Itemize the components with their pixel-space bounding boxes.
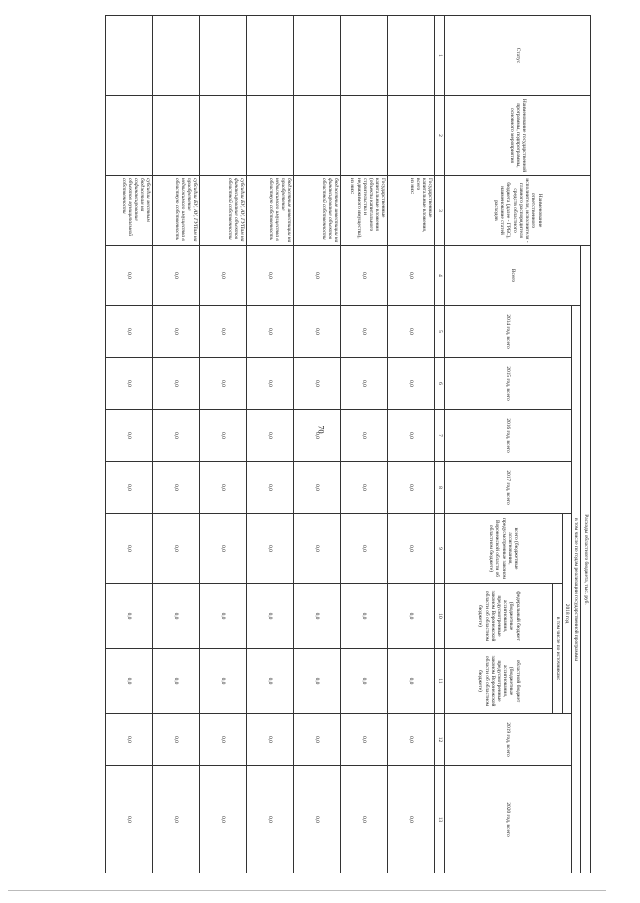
value-cell: 0,0 (106, 714, 153, 766)
value-cell: 0,0 (294, 649, 341, 714)
header-regional: областной бюджет (бюджетные ассигнования, предусмотренные законом Воронежской области об областном бюджете) (445, 649, 553, 714)
value-cell: 0,0 (247, 584, 294, 649)
header-program-name: Наименование государственной программы, подпрограммы, основного мероприятия (445, 96, 591, 176)
value-cell: 0,0 (341, 246, 388, 306)
value-cell: 0,0 (341, 358, 388, 410)
header-federal: федеральный бюджет (бюджетные ассигнования, предусмотренные законом Воронежской области об областном бюджете) (445, 584, 553, 649)
value-cell: 0,0 (294, 462, 341, 514)
column-number-cell: 5 (435, 306, 445, 358)
scan-edge-line (8, 890, 606, 891)
value-cell: 0,0 (200, 246, 247, 306)
value-cell: 0,0 (106, 766, 153, 874)
value-cell: 0,0 (153, 766, 200, 874)
value-cell: 0,0 (106, 358, 153, 410)
value-cell: 0,0 (388, 358, 435, 410)
expense-item-name: Государственные капитальные вложения (объекты капитального строительства и недвижимого имущества), из них: (349, 178, 387, 239)
value-cell: 0,0 (106, 514, 153, 584)
value-cell: 0,0 (294, 246, 341, 306)
header-2018: 2018 год (562, 514, 571, 714)
column-number-cell: 7 (435, 410, 445, 462)
column-number-cell: 10 (435, 584, 445, 649)
table-row (106, 16, 153, 874)
value-cell: 0,0 (294, 514, 341, 584)
value-cell: 0,0 (341, 649, 388, 714)
value-cell: 0,0 (341, 514, 388, 584)
expense-item-cell (200, 176, 247, 246)
value-cell: 0,0 (106, 306, 153, 358)
value-cell: 0,0 (106, 462, 153, 514)
value-cell: 0,0 (294, 410, 341, 462)
expenses-table (105, 15, 591, 873)
status-cell (388, 16, 435, 96)
value-cell: 0,0 (341, 766, 388, 874)
expense-item-name: субсидии БУ, АУ, ГУПам на приобретение недвижимого имущества в областную собственность (173, 178, 199, 242)
status-cell (294, 16, 341, 96)
value-cell: 0,0 (294, 358, 341, 410)
value-cell: 0,0 (388, 714, 435, 766)
header-by-years: в том числе по годам реализации государственной программы (571, 306, 580, 874)
value-cell: 0,0 (200, 358, 247, 410)
value-cell: 0,0 (341, 306, 388, 358)
value-cell: 0,0 (247, 410, 294, 462)
value-cell: 0,0 (153, 714, 200, 766)
header-status: Статус (445, 16, 591, 96)
value-cell: 0,0 (294, 584, 341, 649)
header-2016: 2016 год, всего (445, 410, 571, 462)
program-name-cell (294, 96, 341, 176)
expenses-table-wrapper (48, 15, 591, 873)
expense-item-cell (106, 176, 153, 246)
value-cell: 0,0 (153, 649, 200, 714)
page-number: 70 (316, 425, 326, 434)
value-cell: 0,0 (200, 714, 247, 766)
status-cell (341, 16, 388, 96)
value-cell: 0,0 (247, 714, 294, 766)
column-number-cell: 9 (435, 514, 445, 584)
expense-item-cell (388, 176, 435, 246)
value-cell: 0,0 (294, 306, 341, 358)
value-cell: 0,0 (388, 584, 435, 649)
header-2017: 2017 год, всего (445, 462, 571, 514)
program-name-cell (106, 96, 153, 176)
expense-item-name: бюджетные инвестиции на приобретение недвижимого имущества в областную собственность (267, 178, 293, 243)
header-2015: 2015 год, всего (445, 358, 571, 410)
header-total: Всего (445, 246, 581, 306)
table-row (388, 16, 435, 874)
header-by-sources: в том числе по источникам: (553, 584, 562, 714)
column-number-cell: 12 (435, 714, 445, 766)
expense-item-name: Государственные капитальные вложения, всего (414, 178, 434, 233)
value-cell: 0,0 (341, 714, 388, 766)
value-cell: 0,0 (247, 462, 294, 514)
value-cell: 0,0 (200, 649, 247, 714)
value-cell: 0,0 (153, 410, 200, 462)
status-cell (153, 16, 200, 96)
expense-item-name: субсидии БУ, АУ, ГУПам на финансирование объектов областной собственности (226, 178, 246, 242)
value-cell: 0,0 (200, 306, 247, 358)
value-cell: 0,0 (106, 584, 153, 649)
value-cell: 0,0 (388, 306, 435, 358)
header-2019: 2019 год, всего (445, 714, 571, 766)
value-cell: 0,0 (388, 514, 435, 584)
value-cell: 0,0 (153, 358, 200, 410)
value-cell: 0,0 (106, 410, 153, 462)
program-name-cell (200, 96, 247, 176)
table-body (106, 16, 435, 874)
column-number-cell: 1 (435, 16, 445, 96)
value-cell: 0,0 (388, 766, 435, 874)
value-cell: 0,0 (200, 514, 247, 584)
program-name-cell (247, 96, 294, 176)
value-cell: 0,0 (341, 584, 388, 649)
rotated-page (48, 15, 591, 873)
expense-item-name: субсидии местным бюджетам на софинансирование объектов муниципальной собственности (120, 178, 152, 236)
header-2014: 2014 год, всего (445, 306, 571, 358)
table-row (341, 16, 388, 874)
expense-item-cell (153, 176, 200, 246)
value-cell: 0,0 (106, 649, 153, 714)
value-cell: 0,0 (388, 246, 435, 306)
header-expenses-group: Расходы областного бюджета, тыс. руб. (581, 246, 591, 874)
value-cell: 0,0 (153, 514, 200, 584)
value-cell: 0,0 (341, 462, 388, 514)
value-cell: 0,0 (247, 514, 294, 584)
value-cell: 0,0 (200, 766, 247, 874)
status-cell (247, 16, 294, 96)
expense-item-cell (294, 176, 341, 246)
expense-item-extra: из них: (408, 178, 415, 195)
value-cell: 0,0 (341, 410, 388, 462)
value-cell: 0,0 (153, 246, 200, 306)
value-cell: 0,0 (200, 584, 247, 649)
value-cell: 0,0 (106, 246, 153, 306)
value-cell: 0,0 (294, 714, 341, 766)
value-cell: 0,0 (153, 584, 200, 649)
table-row (153, 16, 200, 874)
program-name-cell (388, 96, 435, 176)
column-number-cell: 13 (435, 766, 445, 874)
value-cell: 0,0 (200, 462, 247, 514)
expense-item-cell (247, 176, 294, 246)
header-executor: Наименование ответственного исполнителя, исполнителя - главного распорядителя средств областного бюджета (далее - ГРБС), наименование статей расходов (445, 176, 591, 246)
column-number-cell: 2 (435, 96, 445, 176)
expense-item-name: бюджетные инвестиции на финансирование объектов областной собственности (320, 178, 340, 243)
expense-item-cell (341, 176, 388, 246)
status-cell (106, 16, 153, 96)
column-number-cell: 11 (435, 649, 445, 714)
value-cell: 0,0 (247, 306, 294, 358)
column-number-cell: 8 (435, 462, 445, 514)
value-cell: 0,0 (294, 766, 341, 874)
value-cell: 0,0 (388, 462, 435, 514)
status-cell (200, 16, 247, 96)
table-row (247, 16, 294, 874)
column-numbers-row (435, 16, 445, 874)
program-name-cell (341, 96, 388, 176)
table-row (200, 16, 247, 874)
header-2018-total: всего (бюджетные ассигнования, предусмотренные законом Воронежской области об областном бюджете) (445, 514, 562, 584)
value-cell: 0,0 (200, 410, 247, 462)
value-cell: 0,0 (247, 246, 294, 306)
value-cell: 0,0 (153, 306, 200, 358)
value-cell: 0,0 (247, 649, 294, 714)
value-cell: 0,0 (388, 649, 435, 714)
column-number-cell: 3 (435, 176, 445, 246)
table-row (294, 16, 341, 874)
column-number-cell: 4 (435, 246, 445, 306)
value-cell: 0,0 (153, 462, 200, 514)
value-cell: 0,0 (247, 766, 294, 874)
value-cell: 0,0 (247, 358, 294, 410)
program-name-cell (153, 96, 200, 176)
value-cell: 0,0 (388, 410, 435, 462)
header-2020: 2020 год, всего (445, 766, 571, 874)
column-number-cell: 6 (435, 358, 445, 410)
